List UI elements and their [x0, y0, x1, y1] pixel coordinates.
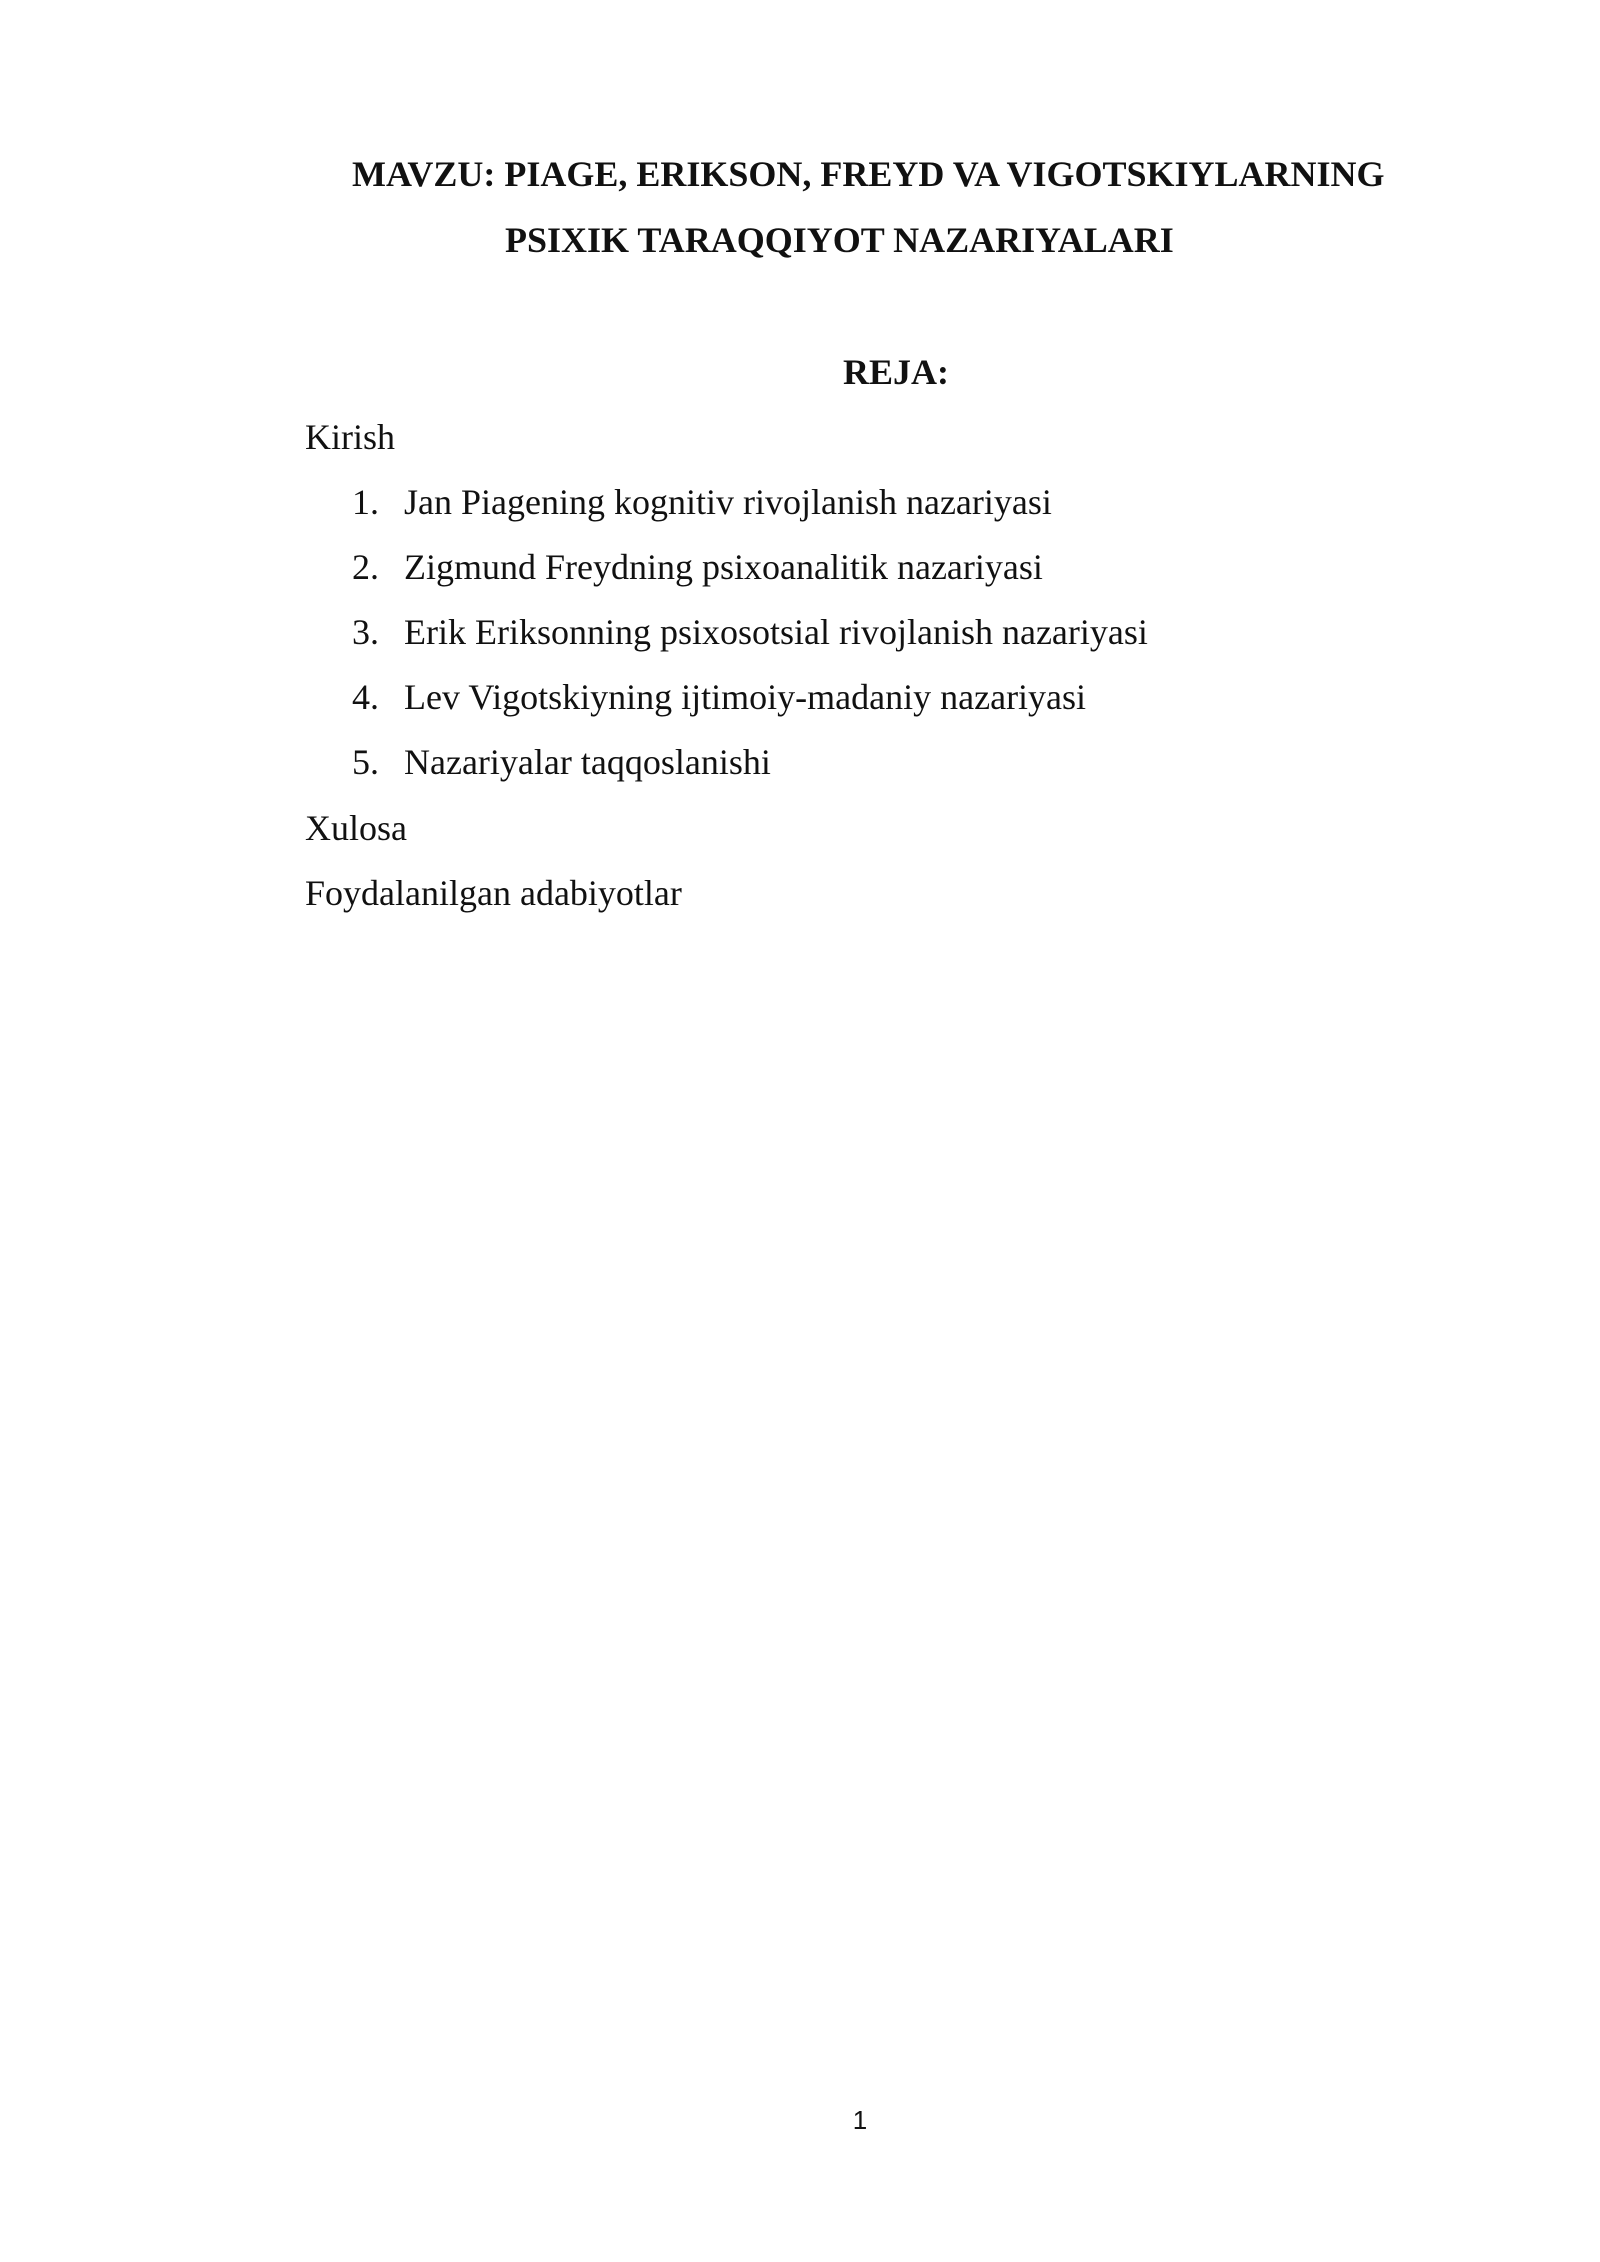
plan-list	[352, 480, 1148, 805]
plan-item-number: 4.	[352, 677, 379, 717]
plan-item-number: 2.	[352, 547, 379, 587]
plan-list-item	[352, 480, 1148, 545]
document-title-line-2: PSIXIK TARAQQIYOT NAZARIYALARI	[505, 220, 1174, 260]
plan-list-item	[352, 610, 1148, 675]
plan-item-number: 5.	[352, 742, 379, 782]
plan-list-item	[352, 675, 1148, 740]
plan-item-text: Jan Piagening kognitiv rivojlanish nazariyasi	[404, 482, 1052, 522]
plan-intro: Kirish	[305, 417, 395, 457]
document-title-line-1: MAVZU: PIAGE, ERIKSON, FREYD VA VIGOTSKIYLARNING	[352, 154, 1385, 194]
plan-item-text: Erik Eriksonning psixosotsial rivojlanish nazariyasi	[404, 612, 1148, 652]
page-number: 1	[852, 2105, 868, 2135]
plan-item-text: Zigmund Freydning psixoanalitik nazariyasi	[404, 547, 1043, 587]
plan-heading: REJA:	[843, 352, 949, 392]
plan-item-text: Lev Vigotskiyning ijtimoiy-madaniy nazariyasi	[404, 677, 1087, 717]
plan-item-number: 3.	[352, 612, 379, 652]
plan-item-number: 1.	[352, 482, 379, 522]
plan-item-text: Nazariyalar taqqoslanishi	[404, 742, 771, 782]
plan-list-item	[352, 545, 1148, 610]
plan-references: Foydalanilgan adabiyotlar	[305, 873, 682, 913]
plan-conclusion: Xulosa	[305, 808, 407, 848]
plan-list-item	[352, 740, 1148, 805]
